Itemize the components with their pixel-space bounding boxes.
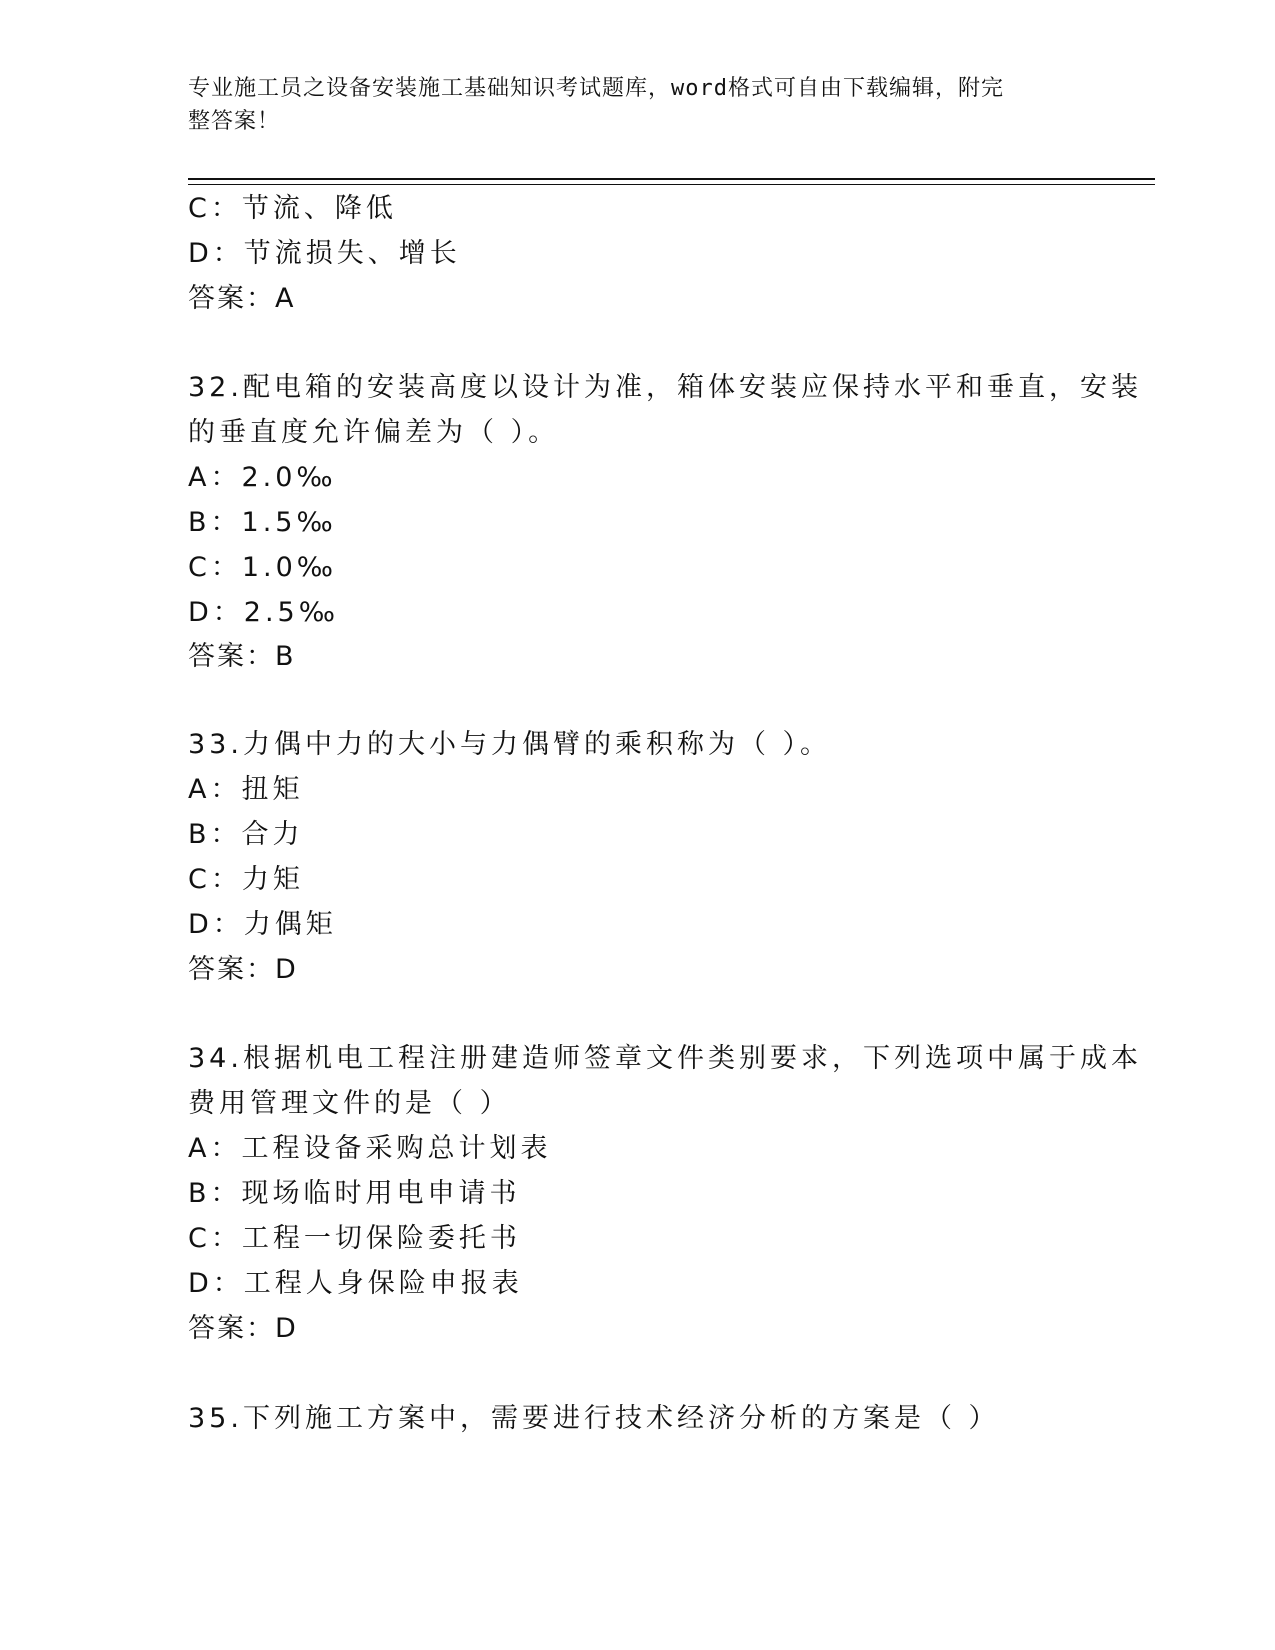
q32-stem-line-1: 32.配电箱的安装高度以设计为准，箱体安装应保持水平和垂直，安装: [188, 372, 1142, 403]
q33-option-c: C：力矩: [188, 864, 304, 895]
q33-option-b: B：合力: [188, 819, 304, 850]
q34-option-b: B：现场临时用电申请书: [188, 1178, 521, 1209]
q34-stem-line-2: 费用管理文件的是（ ）: [188, 1088, 511, 1119]
q32-option-b: B：1.5‰: [188, 507, 337, 538]
q32-stem-line-2: 的垂直度允许偏差为（ ）。: [188, 417, 560, 448]
q31-option-c: C：节流、降低: [188, 193, 397, 224]
q32-option-a: A：2.0‰: [188, 462, 337, 493]
q33-option-a: A：扭矩: [188, 774, 304, 805]
header-line-2: 整答案！: [188, 109, 281, 134]
q34-stem-line-1: 34.根据机电工程注册建造师签章文件类别要求，下列选项中属于成本: [188, 1043, 1142, 1074]
q32-option-d: D：2.5‰: [188, 597, 339, 628]
header-rule-thin: [188, 184, 1155, 185]
q31-answer: 答案：A: [188, 283, 296, 314]
header-rule-thick: [188, 178, 1155, 180]
q34-option-c: C：工程一切保险委托书: [188, 1223, 521, 1254]
q35-stem-line-1: 35.下列施工方案中，需要进行技术经济分析的方案是（ ）: [188, 1403, 1000, 1434]
q33-answer: 答案：D: [188, 954, 298, 985]
q32-option-c: C：1.0‰: [188, 552, 338, 583]
document-header: [188, 72, 1068, 138]
q31-option-d: D：节流损失、增长: [188, 238, 461, 269]
q34-answer: 答案：D: [188, 1313, 298, 1344]
q32-answer: 答案：B: [188, 641, 296, 672]
header-line-1: 专业施工员之设备安装施工基础知识考试题库，word格式可自由下载编辑，附完: [188, 76, 1004, 101]
q34-option-d: D：工程人身保险申报表: [188, 1268, 523, 1299]
q33-option-d: D：力偶矩: [188, 909, 337, 940]
q33-stem-line-1: 33.力偶中力的大小与力偶臂的乘积称为（ ）。: [188, 729, 832, 760]
q34-option-a: A：工程设备采购总计划表: [188, 1133, 552, 1164]
